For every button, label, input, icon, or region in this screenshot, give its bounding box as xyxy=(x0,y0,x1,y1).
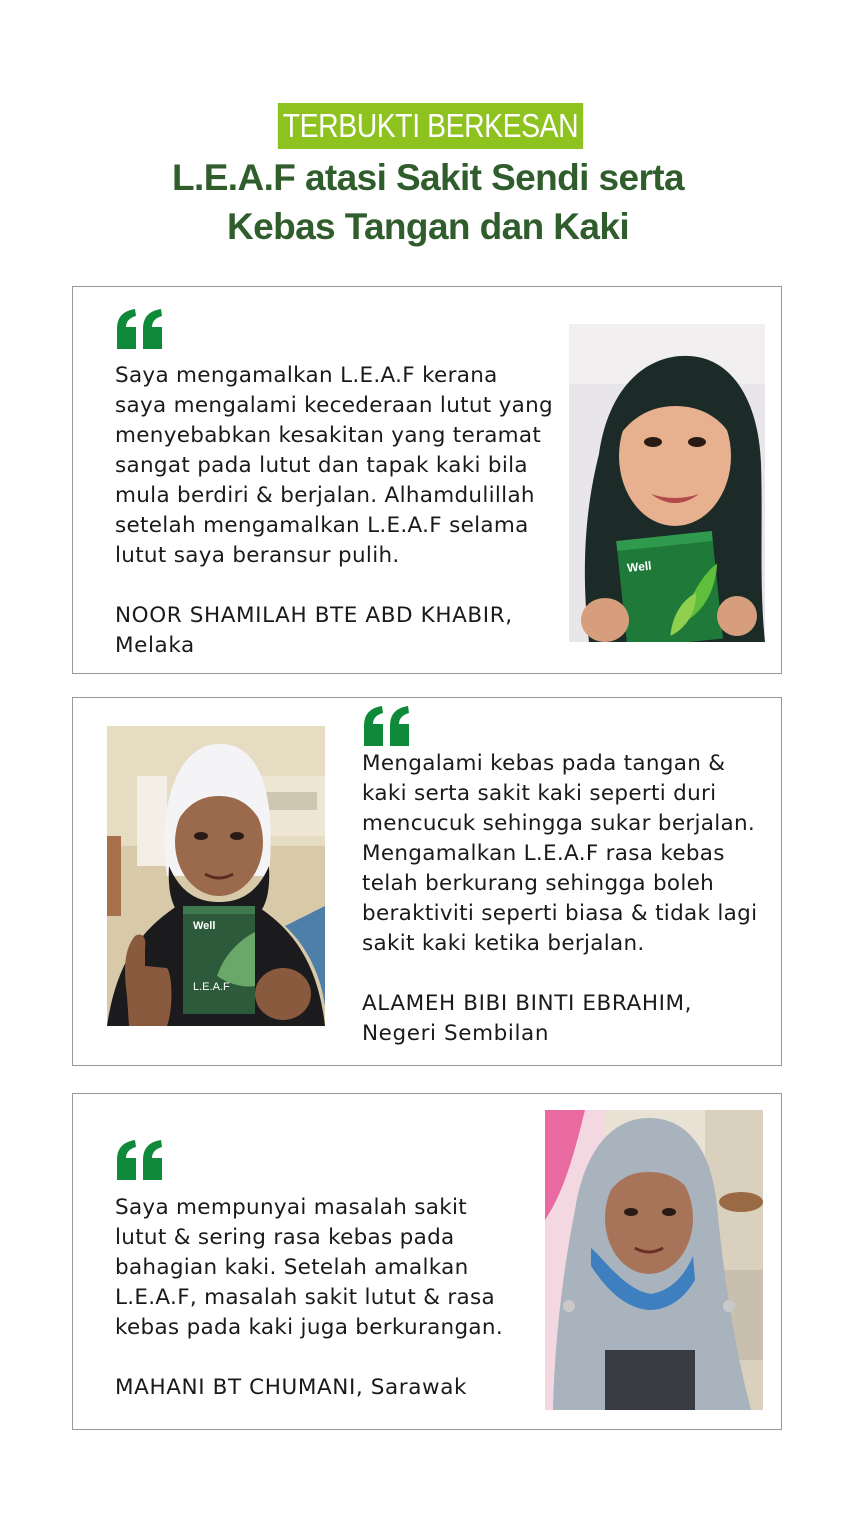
product-name: L.E.A.F xyxy=(193,981,230,993)
testimonial-photo xyxy=(569,324,765,642)
header-badge: TERBUKTI BERKESAN xyxy=(278,103,583,149)
testimonial-author xyxy=(115,601,513,661)
product-brand: Well xyxy=(626,558,653,576)
author-name: NOOR SHAMILAH BTE ABD KHABIR, xyxy=(115,603,513,628)
quote-open-icon xyxy=(115,1140,165,1180)
page-title-line2: Kebas Tangan dan Kaki xyxy=(226,206,630,247)
quote-open-icon xyxy=(362,706,412,746)
testimonial-author xyxy=(115,1373,467,1403)
testimonial-card-2 xyxy=(72,697,782,1066)
author-name: MAHANI BT CHUMANI, Sarawak xyxy=(115,1375,468,1400)
author-location: Negeri Sembilan xyxy=(362,1021,550,1046)
testimonial-photo xyxy=(545,1110,763,1410)
testimonial-card-3 xyxy=(72,1093,782,1430)
author-location: Melaka xyxy=(115,633,195,658)
testimonial-quote: Saya mempunyai masalah sakit lutut & sering rasa kebas pada bahagian kaki. Setelah amalkan L.E.A.F, masalah sakit lutut & rasa kebas pada kaki juga berkurangan. xyxy=(115,1195,503,1340)
testimonial-author xyxy=(362,989,692,1049)
quote-open-icon xyxy=(115,309,165,349)
author-name: ALAMEH BIBI BINTI EBRAHIM, xyxy=(362,991,693,1016)
testimonial-quote: Mengalami kebas pada tangan & kaki serta sakit kaki seperti duri mencucuk sehingga sukar berjalan. Mengamalkan L.E.A.F rasa kebas telah berkurang sehingga boleh beraktiviti seperti biasa & tidak lagi sakit kaki ketika berjalan. xyxy=(362,751,758,956)
product-brand: Well xyxy=(193,920,216,932)
testimonial-photo xyxy=(107,726,325,1026)
testimonial-quote: Saya mengamalkan L.E.A.F kerana saya mengalami kecederaan lutut yang menyebabkan kesakitan yang teramat sangat pada lutut dan tapak kaki bila mula berdiri & berjalan. Alhamdulillah setelah mengamalkan L.E.A.F selama lutut saya beransur pulih. xyxy=(115,363,554,568)
page-title-line1: L.E.A.F atasi Sakit Sendi serta xyxy=(172,157,684,198)
testimonial-card-1 xyxy=(72,286,782,674)
